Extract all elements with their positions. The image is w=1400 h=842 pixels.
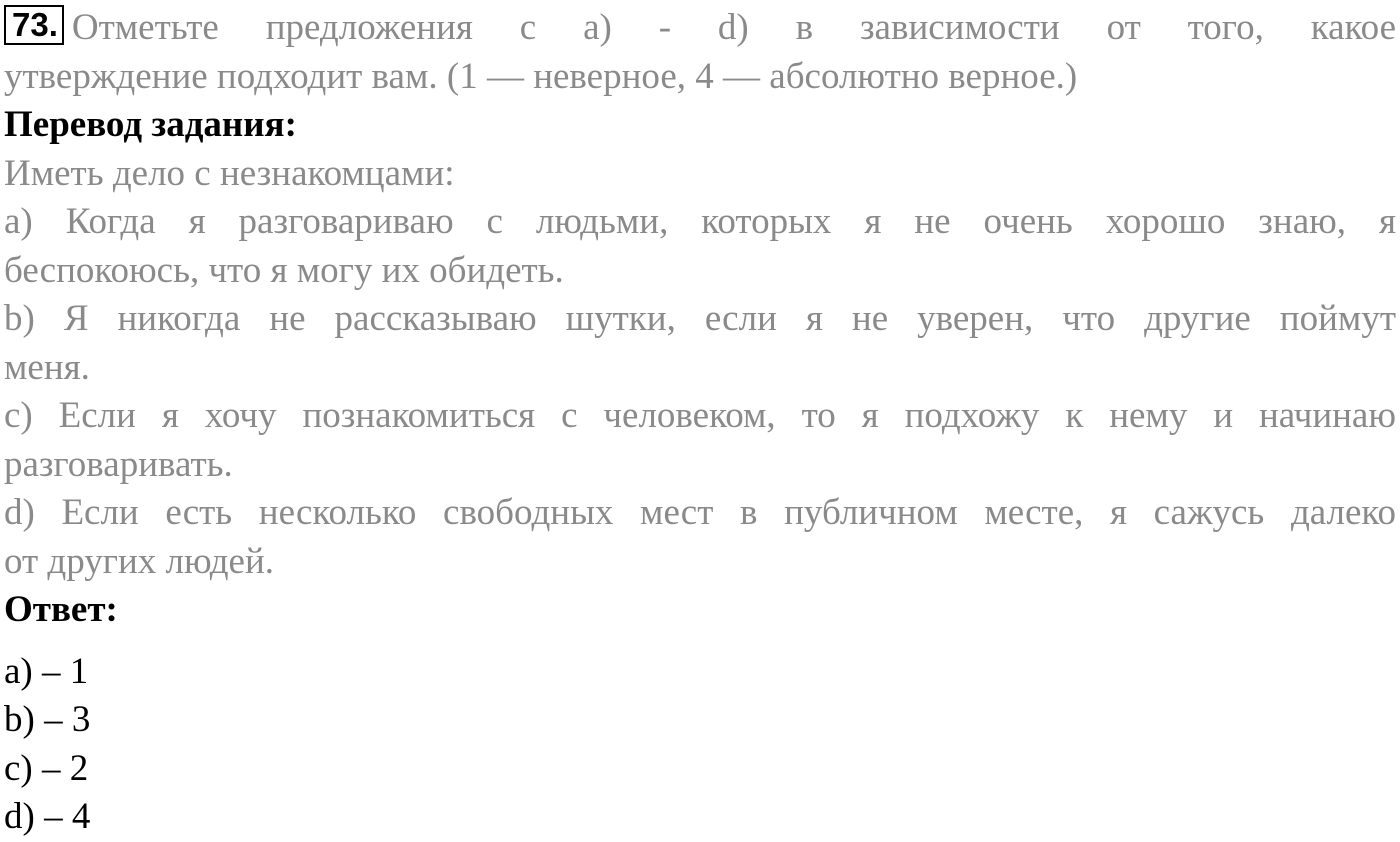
task-instruction-text: Отметьте предложения с а) - d) в зависимости от того, какое bbox=[71, 7, 1396, 48]
statement-a-line-1: а) Когда я разговариваю с людьми, которых я не очень хорошо знаю, я bbox=[4, 201, 1396, 242]
statement-c-line-2: разговаривать. bbox=[4, 443, 233, 485]
answer-item-c: c) – 2 bbox=[4, 747, 89, 789]
statement-a-line-2: беспокоюсь, что я могу их обидеть. bbox=[4, 249, 564, 291]
statement-d-line-2: от других людей. bbox=[4, 540, 275, 582]
task-instruction-line-2: утверждение подходит вам. (1 — неверное, 4 — абсолютно верное.) bbox=[4, 55, 1078, 97]
answer-item-a: а) – 1 bbox=[4, 650, 89, 692]
statement-d bbox=[4, 489, 1396, 586]
exercise-page bbox=[4, 4, 1396, 842]
answer-list bbox=[4, 648, 1396, 842]
statement-d-line-1: d) Если есть несколько свободных мест в публичном месте, я сажусь далеко bbox=[4, 492, 1396, 533]
statement-c-line-1: c) Если я хочу познакомиться с человеком, то я подхожу к нему и начинаю bbox=[4, 395, 1396, 436]
answer-item-d: d) – 4 bbox=[4, 796, 91, 837]
statement-c bbox=[4, 392, 1396, 489]
task-instruction-line-1 bbox=[4, 4, 1396, 53]
task-number-badge: 73. bbox=[4, 5, 64, 45]
translation-intro: Иметь дело с незнакомцами: bbox=[4, 152, 455, 194]
translation-heading: Перевод задания: bbox=[4, 104, 297, 145]
answer-heading: Ответ: bbox=[4, 589, 118, 630]
statement-b bbox=[4, 295, 1396, 392]
statement-a bbox=[4, 198, 1396, 295]
answer-item-b: b) – 3 bbox=[4, 699, 91, 740]
statement-b-line-1: b) Я никогда не рассказываю шутки, если я не уверен, что другие поймут bbox=[4, 298, 1396, 339]
statement-b-line-2: меня. bbox=[4, 346, 90, 388]
